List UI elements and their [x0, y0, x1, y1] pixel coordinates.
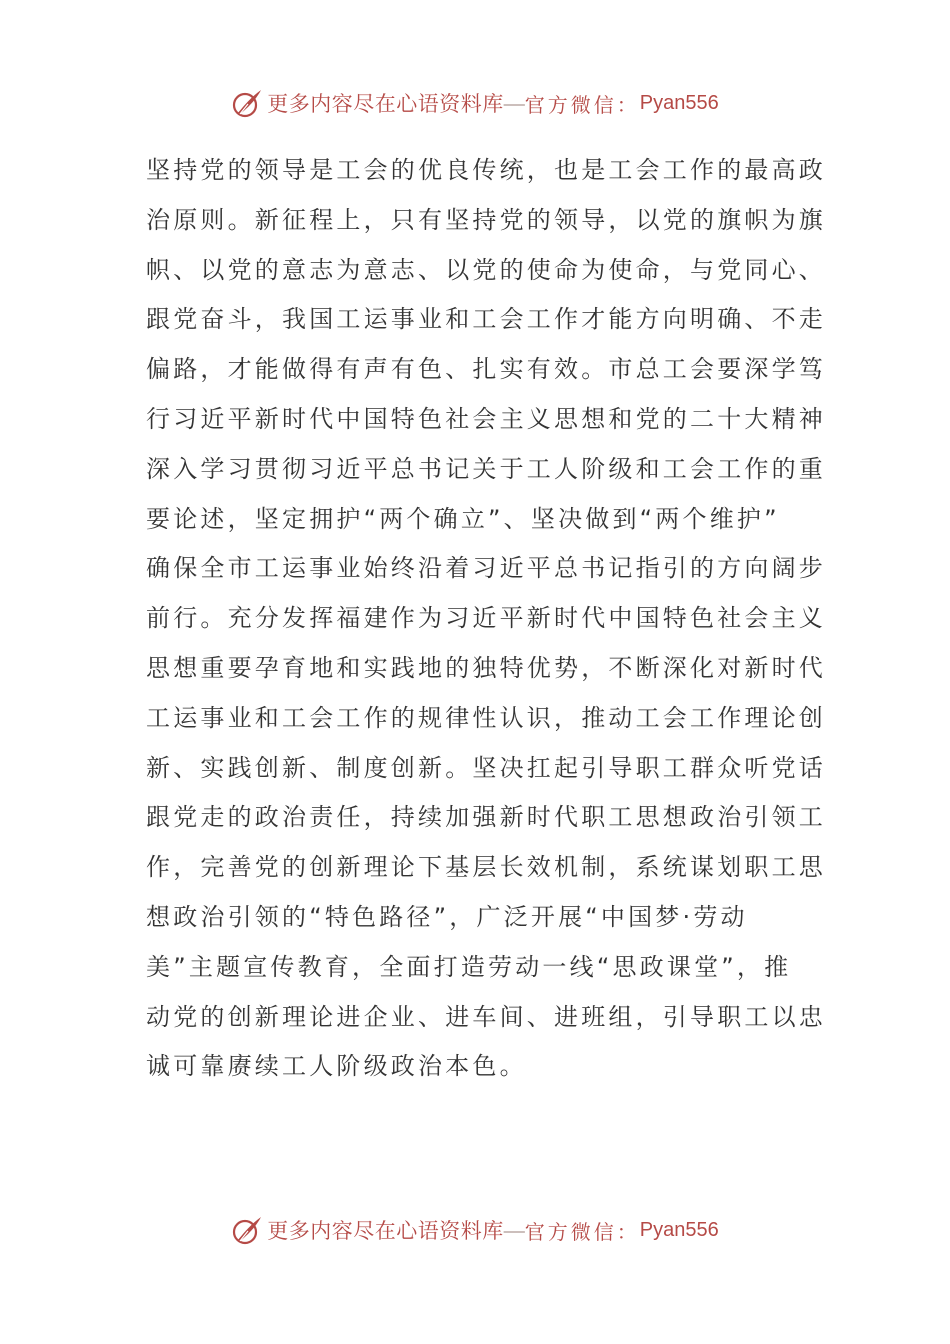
body-line: 确保全市工运事业始终沿着习近平总书记指引的方向阔步 — [146, 554, 826, 583]
body-line: 治原则。新征程上，只有坚持党的领导，以党的旗帜为旗 — [146, 205, 826, 234]
banner-wechat-id: Pyan556 — [639, 91, 719, 114]
body-line: 思想重要孕育地和实践地的独特优势，不断深化对新时代 — [146, 653, 826, 682]
body-line: 要论述，坚定拥护“两个确立”、坚决做到“两个维护” — [146, 504, 780, 533]
body-line: 想政治引领的“特色路径”，广泛开展“中国梦·劳动 — [146, 902, 748, 931]
footer-banner — [0, 1212, 950, 1248]
banner-separator: — — [503, 90, 525, 115]
body-line: 诚可靠赓续工人阶级政治本色。 — [146, 1052, 527, 1081]
body-line: 跟党走的政治责任，持续加强新时代职工思想政治引领工 — [146, 803, 826, 832]
banner-wechat-label: 官方微信： — [524, 1221, 640, 1244]
body-line: 美”主题宣传教育，全面打造劳动一线“思政课堂”，推 — [146, 952, 792, 981]
body-line: 坚持党的领导是工会的优良传统，也是工会工作的最高政 — [146, 156, 826, 184]
quill-pen-icon — [231, 87, 263, 119]
body-line: 动党的创新理论进企业、进车间、进班组，引导职工以忠 — [146, 1002, 826, 1031]
body-line: 偏路，才能做得有声有色、扎实有效。市总工会要深学笃 — [146, 355, 826, 384]
banner-wechat-label: 官方微信： — [524, 94, 640, 117]
banner-title: 更多内容尽在心语资料库 — [267, 92, 504, 116]
body-line: 新、实践创新、制度创新。坚决扛起引导职工群众听党话 — [146, 753, 826, 782]
banner-separator: — — [503, 1217, 525, 1242]
body-line: 帜、以党的意志为意志、以党的使命为使命，与党同心、 — [146, 255, 826, 284]
banner-title: 更多内容尽在心语资料库 — [267, 1219, 504, 1243]
document-body — [146, 146, 826, 1092]
body-line: 作，完善党的创新理论下基层长效机制，系统谋划职工思 — [146, 853, 826, 882]
body-line: 深入学习贯彻习近平总书记关于工人阶级和工会工作的重 — [146, 454, 826, 483]
quill-pen-icon — [231, 1214, 263, 1246]
header-banner — [0, 85, 950, 121]
body-line: 行习近平新时代中国特色社会主义思想和党的二十大精神 — [146, 404, 826, 433]
body-line: 跟党奋斗，我国工运事业和工会工作才能方向明确、不走 — [146, 305, 826, 334]
body-line: 前行。充分发挥福建作为习近平新时代中国特色社会主义 — [146, 604, 826, 633]
banner-wechat-id: Pyan556 — [639, 1218, 719, 1241]
body-line: 工运事业和工会工作的规律性认识，推动工会工作理论创 — [146, 703, 826, 732]
